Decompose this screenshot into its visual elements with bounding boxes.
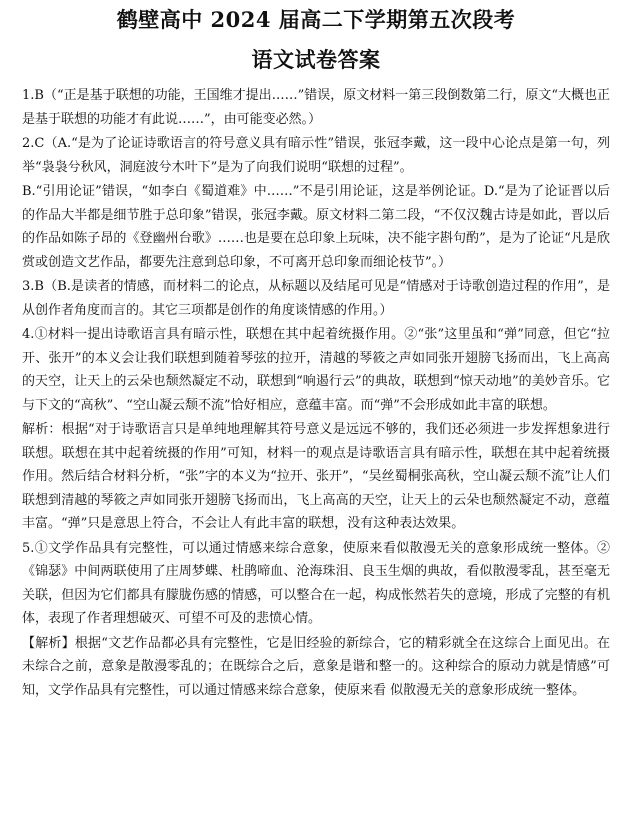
answer-2-continued: B.“引用论证”错误，“如李白《蜀道难》中……”不是引用论证，这是举例论证。D.“是为了论证晋以后的作品大半都是细节胜于总印象”错误，张冠李戴。原文材料二第二段，“不仅汉魏古诗是如此，晋以后的作品如陈子昂的《登幽州台歌》……也是要在总印象上玩味，决不能字斟句酌”，是为了论证“凡是欣赏或创造文艺作品，都要先注意到总印象，不可离开总印象而细论枝节”。） [22, 184, 610, 270]
answer-4: 4.①材料一提出诗歌语言具有暗示性，联想在其中起着统摄作用。②“张”这里虽和“弹”同意，但它“拉开、张开”的本义会让我们联想到随着琴弦的拉开，清越的琴筱之声如同张开翅膀飞扬而出，飞上高高的天空，让天上的云朵也颓然凝定不动，联想到“响遏行云”的典故，联想到“惊天动地”的美妙音乐。它与下文的“高秋”、“空山凝云颓不流”恰好相应，意蕴丰富。而“弹”不会形成如此丰富的联想。 [22, 327, 610, 413]
answer-3: 3.B（B.是读者的情感，而材料二的论点，从标题以及结尾可见是“情感对于诗歌创造过程的作用”，是从创作者角度而言的。其它三项都是创作的角度谈情感的作用。） [22, 279, 610, 318]
answer-2: 2.C（A.“是为了论证诗歌语言的符号意义具有暗示性”错误，张冠李戴，这一段中心论点是第一句，列举“袅袅兮秋风，洞庭波兮木叶下”是为了向我们说明“联想的过程”。 [22, 136, 610, 175]
answer-1: 1.B（“正是基于联想的功能，王国维才提出……”错误，原文材料一第三段倒数第二行，原文“大概也正是基于联想的功能才有此说……”，由可能变必然。） [22, 88, 610, 127]
answer-4-analysis: 解析：根据“对于诗歌语言只是单纯地理解其符号意义是远远不够的，我们还必须进一步发挥想象进行联想。联想在其中起着统摄的作用”可知，材料一的观点是诗歌语言具有暗示性，联想在其中起着统摄作用。然后结合材料分析，“张”字的本义为“拉开、张开”，“吴丝蜀桐张高秋，空山凝云颓不流”让人们联想到清越的琴筱之声如同张开翅膀飞扬而出，飞上高高的天空，让天上的云朵也颓然凝定不动，意蕴丰富。“弹”只是意思上符合，不会让人有此丰富的联想，没有这种表达效果。 [22, 422, 610, 531]
page-subtitle: 语文试卷答案 [251, 47, 381, 72]
answer-5-analysis: 【解析】根据“文艺作品都必具有完整性，它是旧经验的新综合，它的精彩就全在这综合上面见出。在未综合之前，意象是散漫零乱的；在既综合之后，意象是谐和整一的。这种综合的原动力就是情感”可知，文学作品具有完整性，可以通过情感来综合意象，使原来看 似散漫无关的意象形成统一整体。 [22, 635, 610, 698]
answer-5: 5.①文学作品具有完整性，可以通过情感来综合意象，使原来看似散漫无关的意象形成统一整体。②《锦瑟》中间两联使用了庄周梦蝶、杜鹃啼血、沧海珠泪、良玉生烟的典故，看似散漫零乱，甚至毫无关联，但因为它们都具有朦胧伤感的情感，可以整合在一起，构成怅然若失的意境，形成了完整的有机体，表现了作者理想破灭、可望不可及的悲愤心情。 [22, 540, 610, 626]
page-title: 鹤壁高中 2024 届高二下学期第五次段考 [116, 7, 516, 32]
